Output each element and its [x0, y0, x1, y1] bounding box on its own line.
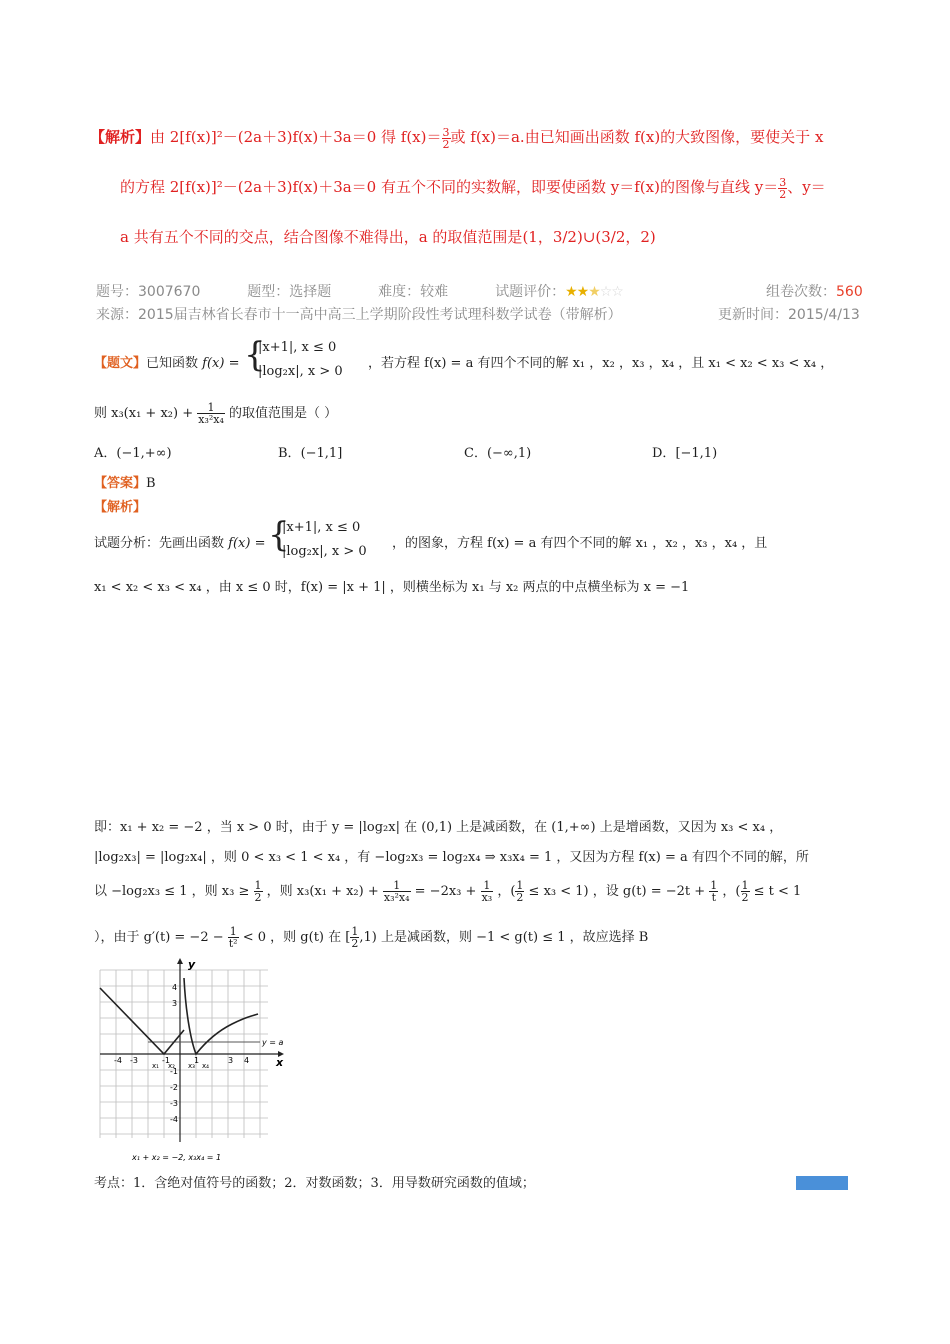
- answer-row: 【答案】B: [94, 476, 156, 491]
- y-tick-2: 3: [172, 999, 178, 1008]
- analysis-p1-cond: ，的图象，方程 f(x) = a 有四个不同的解 x₁ ，x₂ ，x₃ ，x₄ ，且: [392, 536, 768, 551]
- meta-count: 组卷次数：560: [766, 284, 863, 300]
- analysis-top-line1: 【解析】由 2[f(x)]²－(2a＋3)f(x)＋3a＝0 得 f(x)＝ $\frac{3}{2}$ 或 f(x)＝a.由已知画出函数 f(x)的大致图像，要使关于 x: [90, 125, 824, 151]
- analysis-brace: {: [268, 515, 290, 555]
- meta-updated: 更新时间：2015/4/13: [718, 307, 860, 323]
- analysis-case-2: |log₂x|, x > 0: [282, 544, 367, 559]
- option-a[interactable]: A．(−1,+∞): [94, 446, 172, 461]
- line-y-a-label: y = a: [262, 1038, 284, 1047]
- question-intro: 【题文】已知函数 f(x) =: [94, 356, 240, 371]
- option-c[interactable]: C．(−∞,1): [464, 446, 532, 461]
- analysis-p2: x₁ < x₂ < x₃ < x₄ ，由 x ≤ 0 时，f(x) = |x + 1| ，则横坐标为 x₁ 与 x₂ 两点的中点横坐标为 x = −1: [94, 580, 690, 595]
- x-axis-label: x: [276, 1056, 284, 1069]
- question-id: 3007670: [138, 284, 201, 300]
- question-ask: 则 x₃(x₁ + x₂) + $\frac{1}{\text{x₃²x₄}}$ 的取值范围是（ ）: [94, 401, 338, 426]
- question-condition: ，若方程 f(x) = a 有四个不同的解 x₁ ，x₂ ，x₃ ，x₄ ，且 x₁ < x₂ < x₃ < x₄ ，: [368, 356, 834, 371]
- y-tick-6: -4: [170, 1115, 178, 1124]
- analysis-label: 【解析】: [94, 500, 147, 515]
- point-x3: x₃: [188, 1062, 195, 1070]
- meta-row-1: 题号：3007670 题型：选择题 难度：较难 试题评价：★★★☆☆: [96, 284, 623, 300]
- analysis-p5: 以 −log₂x₃ ≤ 1 ，则 x₃ ≥ $\frac{1}{2}$ ，则 x₃(x₁ + x₂) + $\frac{1}{\text{x₃²x₄}}$ = −2x₃ + $\frac{1}{\text{x₃}}$ ，( $\frac{1}{2}$ ≤ x₃ < 1) ，设 g(t) = −2t + $\frac{1}{t}$ ，( $\frac{1}{2}$ ≤ t < 1: [94, 879, 802, 904]
- question-type: 选择题: [289, 284, 332, 300]
- difficulty: 较难: [420, 284, 449, 300]
- y-axis-arrow: [177, 958, 183, 964]
- analysis-case-1: |x+1|, x ≤ 0: [282, 520, 361, 535]
- point-x1: x₁: [152, 1062, 159, 1070]
- analysis-top-line3: a 共有五个不同的交点，结合图像不难得出，a 的取值范围是(1，3/2)∪(3/2，2): [120, 228, 656, 246]
- curve-abs-log: [184, 978, 258, 1054]
- graph-caption: x₁ + x₂ = −2, x₃x₄ = 1: [132, 1153, 222, 1162]
- analysis-p4: |log₂x₃| = |log₂x₄| ，则 0 < x₃ < 1 < x₄ ，有 −log₂x₃ = log₂x₄ ⇒ x₃x₄ = 1 ，又因为方程 f(x) = a 有四个不同的解，所: [94, 850, 809, 865]
- kaodian: 考点：1．含绝对值符号的函数；2．对数函数；3．用导数研究函数的值域；: [94, 1176, 535, 1191]
- option-b[interactable]: B．(−1,1]: [278, 446, 343, 461]
- y-axis-label: y: [188, 958, 196, 971]
- analysis-top-label: 【解析】: [90, 128, 151, 146]
- function-graph: [92, 958, 292, 1166]
- point-x2: x₂: [168, 1062, 175, 1070]
- question-case-1: |x+1|, x ≤ 0: [258, 340, 337, 355]
- analysis-p6: ），由于 g′(t) = −2 − $\frac{1}{\text{t²}}$ < 0 ，则 g(t) 在 [ $\frac{1}{2}$ ,1) 上是减函数，则 −1 < g(t) ≤ 1 ，故应选择 B: [94, 925, 649, 950]
- y-tick-5: -3: [170, 1099, 178, 1108]
- point-x4: x₄: [202, 1062, 209, 1070]
- count-value: 560: [836, 284, 863, 300]
- x-tick-2: -3: [130, 1056, 138, 1065]
- y-tick-4: -2: [170, 1083, 178, 1092]
- accent-bar: [796, 1176, 848, 1190]
- rating-stars-icon: ★★★☆☆: [565, 284, 623, 300]
- x-tick-1: -4: [114, 1056, 122, 1065]
- range-answer: (1，3/2)∪(3/2，2): [522, 228, 656, 246]
- x-tick-6: 4: [244, 1056, 250, 1065]
- question-case-2: |log₂x|, x > 0: [258, 364, 343, 379]
- analysis-p3: 即：x₁ + x₂ = −2 ，当 x > 0 时，由于 y = |log₂x| 在 (0,1) 上是减函数，在 (1,+∞) 上是增函数，又因为 x₃ < x₄ ，: [94, 820, 783, 835]
- option-d[interactable]: D．[−1,1): [652, 446, 718, 461]
- question-brace: {: [244, 335, 266, 375]
- answer-value: B: [146, 476, 156, 491]
- x-tick-3: -1: [162, 1056, 170, 1065]
- analysis-p1: 试题分析：先画出函数 f(x) =: [94, 536, 266, 551]
- curve-abs-linear: [100, 988, 184, 1054]
- x-tick-5: 3: [228, 1056, 234, 1065]
- y-tick-1: 4: [172, 983, 178, 992]
- y-tick-3: -1: [170, 1067, 178, 1076]
- analysis-top-line2: 的方程 2[f(x)]²－(2a＋3)f(x)＋3a＝0 有五个不同的实数解，即要使函数 y＝f(x)的图像与直线 y＝ $\frac{3}{2}$ 、y＝: [120, 175, 826, 201]
- x-tick-4: 1: [194, 1056, 200, 1065]
- meta-source: 来源：2015届吉林省长春市十一高中高三上学期阶段性考试理科数学试卷（带解析）: [96, 307, 622, 323]
